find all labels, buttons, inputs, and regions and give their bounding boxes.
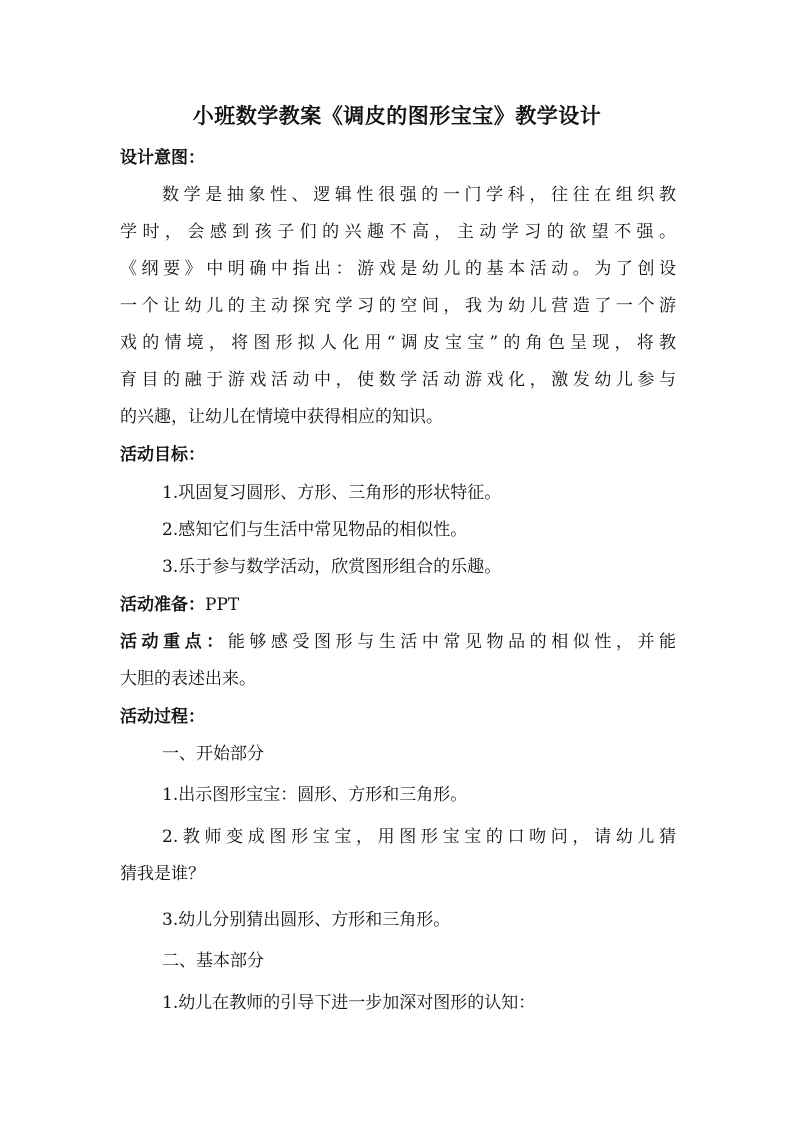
key-line-1 xyxy=(120,630,676,654)
design-line-2: 学时，会感到孩子们的兴趣不高，主动学习的欲望不强。 xyxy=(120,222,676,242)
design-line-1: 数学是抽象性、逻辑性很强的一门学科，往往在组织教 xyxy=(162,185,676,205)
key-line-2: 大胆的表述出来。 xyxy=(120,669,256,689)
design-line-4: 一个让幼儿的主动探究学习的空间，我为幼儿营造了一个游 xyxy=(120,296,676,316)
process-heading: 活动过程： xyxy=(120,707,205,727)
goal-item-2: 2.感知它们与生活中常见物品的相似性。 xyxy=(162,520,468,540)
design-heading: 设计意图： xyxy=(120,148,205,168)
design-line-5: 戏的情境，将图形拟人化用“调皮宝宝”的角色呈现，将教 xyxy=(120,333,676,353)
design-line-6: 育目的融于游戏活动中，使数学活动游戏化，激发幼儿参与 xyxy=(120,370,676,390)
part1-item-1: 1.出示图形宝宝：圆形、方形和三角形。 xyxy=(162,785,468,805)
goal-item-3: 3.乐于参与数学活动，欣赏图形组合的乐趣。 xyxy=(162,557,502,577)
prep-value: PPT xyxy=(205,595,240,615)
part1-item-2-cont: 猜我是谁？ xyxy=(120,864,205,884)
key-heading: 活动重点： xyxy=(120,632,228,652)
prep-line xyxy=(120,593,676,617)
prep-heading: 活动准备： xyxy=(120,595,205,615)
design-line-3: 《纲要》中明确中指出：游戏是幼儿的基本活动。为了创设 xyxy=(120,259,676,279)
part2-item-1: 1.幼儿在教师的引导下进一步加深对图形的认知： xyxy=(162,993,536,1013)
part2-title: 二、基本部分 xyxy=(162,951,264,971)
design-line-7: 的兴趣，让幼儿在情境中获得相应的知识。 xyxy=(120,407,443,427)
part1-item-3: 3.幼儿分别猜出圆形、方形和三角形。 xyxy=(162,910,451,930)
part1-title: 一、开始部分 xyxy=(162,744,264,764)
part1-item-2: 2.教师变成图形宝宝，用图形宝宝的口吻问，请幼儿猜 xyxy=(162,827,676,847)
key-text-1: 能够感受图形与生活中常见物品的相似性，并能 xyxy=(227,632,677,652)
document-title: 小班数学教案《调皮的图形宝宝》教学设计 xyxy=(192,104,602,128)
goal-heading: 活动目标： xyxy=(120,445,205,465)
goal-item-1: 1.巩固复习圆形、方形、三角形的形状特征。 xyxy=(162,483,502,503)
